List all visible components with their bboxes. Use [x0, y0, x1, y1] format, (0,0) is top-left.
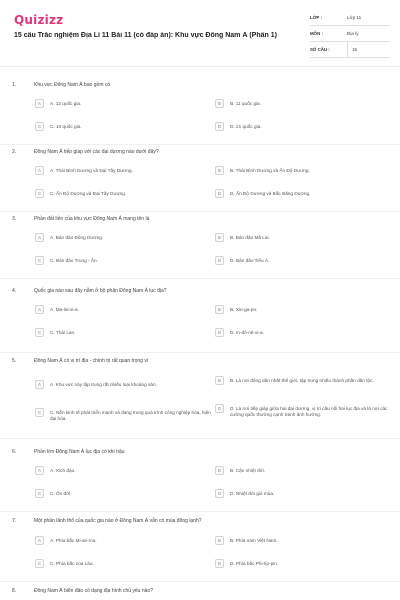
option-text: B. Là nơi đông dân nhất thế giới, tập trung nhiều thành phần dân tộc.: [230, 377, 374, 383]
question-divider: [0, 581, 400, 582]
option-d[interactable]: [215, 256, 395, 265]
question-number: 6.: [12, 449, 17, 455]
option-letter: B: [215, 305, 224, 314]
option-letter: D: [215, 122, 224, 131]
page-header: [0, 0, 400, 60]
option-letter: C: [35, 256, 44, 265]
option-text: C. Bán đảo Trung - Ấn.: [50, 257, 98, 263]
option-text: C. 10 quốc gia.: [50, 123, 82, 129]
option-b[interactable]: [215, 99, 395, 108]
option-text: C. Nền kinh tế phát triển mạnh và đang trong quá trình công nghiệp hóa, hiện đại hóa.: [50, 409, 211, 421]
option-text: C. Thái Lan.: [50, 329, 76, 335]
option-text: B. Bán đảo Mã Lai.: [230, 234, 270, 240]
option-letter: A: [35, 536, 44, 545]
option-letter: A: [35, 99, 44, 108]
meta-row-subject: [310, 26, 390, 42]
option-letter: D: [215, 489, 224, 498]
option-text: B. Phía nam Việt Nam.: [230, 537, 278, 543]
option-letter: D: [215, 328, 224, 337]
meta-value: Lớp 11: [347, 15, 362, 20]
option-a[interactable]: [35, 166, 215, 175]
option-b[interactable]: [215, 536, 395, 545]
option-d[interactable]: [215, 189, 395, 198]
question-number: 5.: [12, 358, 17, 364]
option-d[interactable]: [215, 559, 395, 568]
question-text: Phần đất liền của khu vực Đông Nam Á mang tên là: [34, 216, 150, 222]
option-letter: D: [215, 559, 224, 568]
option-letter: A: [35, 380, 44, 389]
option-letter: A: [35, 466, 44, 475]
option-text: C. Ấn Độ Dương và Đại Tây Dương.: [50, 190, 127, 196]
option-text: B. Xin-ga-po.: [230, 306, 258, 312]
question-divider: [0, 511, 400, 512]
option-text: B. Cận nhiệt đới.: [230, 467, 266, 473]
option-a[interactable]: [35, 466, 215, 475]
question-number: 7.: [12, 518, 17, 524]
option-a[interactable]: [35, 536, 215, 545]
question-text: Đông Nam Á có vị trí địa - chính trị rất quan trọng vì: [34, 358, 149, 364]
option-letter: B: [215, 99, 224, 108]
quizizz-logo: Quizizz: [14, 13, 64, 27]
question-number: 2.: [12, 149, 17, 155]
meta-row-count: [310, 42, 390, 58]
option-text: D. Ấn Độ Dương và Bắc Băng Dương.: [230, 190, 311, 196]
option-letter: D: [215, 404, 224, 413]
option-letter: C: [35, 328, 44, 337]
option-c[interactable]: [35, 559, 215, 568]
question-text: Một phần lãnh thổ của quốc gia nào ở Đông Nam Á vẫn có mùa đông lạnh?: [34, 518, 202, 524]
option-letter: A: [35, 166, 44, 175]
option-letter: D: [215, 256, 224, 265]
document-title: 15 câu Trắc nghiệm Địa Lí 11 Bài 11 (có đáp án): Khu vực Đông Nam Á (Phần 1): [14, 32, 277, 39]
option-c[interactable]: [35, 189, 215, 198]
option-letter: C: [35, 559, 44, 568]
option-text: A. 12 quốc gia.: [50, 100, 82, 106]
option-letter: C: [35, 408, 44, 417]
meta-label: LỚP :: [310, 15, 322, 20]
option-c[interactable]: [35, 328, 215, 337]
question-divider: [0, 211, 400, 212]
meta-value: 15: [347, 42, 357, 58]
option-c[interactable]: [35, 256, 215, 265]
option-a[interactable]: [35, 305, 215, 314]
option-d[interactable]: [215, 122, 395, 131]
option-c[interactable]: [35, 489, 215, 498]
option-text: A. Khu vực này tập trung rất nhiều loại khoáng sản.: [50, 381, 157, 387]
option-b[interactable]: [215, 233, 395, 242]
option-text: A. Bán đảo Đông Dương.: [50, 234, 104, 240]
option-text: A. Ma-lai-xi-a.: [50, 306, 79, 312]
option-text: A. Thái Bình Dương và Đại Tây Dương.: [50, 167, 133, 173]
question-text: Đông Nam Á tiếp giáp với các đại dương nào dưới đây?: [34, 149, 159, 155]
question-number: 8.: [12, 588, 17, 594]
option-text: C. Phía bắc của Lào.: [50, 560, 94, 566]
option-a[interactable]: [35, 99, 215, 108]
option-b[interactable]: [215, 166, 395, 175]
meta-table: [310, 10, 390, 58]
option-a[interactable]: [35, 380, 215, 389]
meta-label: MÔN :: [310, 31, 323, 36]
option-text: A. Xích đạo.: [50, 467, 76, 473]
option-d[interactable]: [215, 489, 395, 498]
option-letter: B: [215, 233, 224, 242]
question-text: Phần lớn Đông Nam Á lục địa có khí hậu: [34, 449, 125, 455]
option-b[interactable]: [215, 466, 395, 475]
option-text: D. Nhiệt đới gió mùa.: [230, 490, 275, 496]
option-text: B. Thái Bình Dương và Ấn Độ Dương.: [230, 167, 310, 173]
option-text: D. In-đô-nê-xi-a.: [230, 329, 264, 335]
option-letter: D: [215, 189, 224, 198]
question-number: 3.: [12, 216, 17, 222]
header-divider: [0, 66, 400, 67]
option-letter: B: [215, 466, 224, 475]
question-text: Quốc gia nào sau đây nằm ở bộ phận Đông Nam Á lục địa?: [34, 288, 167, 294]
option-letter: C: [35, 122, 44, 131]
option-letter: A: [35, 305, 44, 314]
question-divider: [0, 278, 400, 279]
option-b[interactable]: [215, 376, 395, 385]
meta-label: SỐ CÂU :: [310, 47, 330, 52]
option-text: A. Phía bắc Mi-an-ma.: [50, 537, 97, 543]
question-text: Khu vực Đông Nam Á bao gồm có: [34, 82, 111, 88]
option-c[interactable]: [35, 408, 215, 422]
meta-row-class: [310, 10, 390, 26]
meta-value: Địa lý: [347, 31, 359, 36]
option-text: C. Ôn đới.: [50, 490, 72, 496]
option-text: B. 11 quốc gia.: [230, 100, 261, 106]
option-d[interactable]: [215, 328, 395, 337]
option-letter: A: [35, 233, 44, 242]
option-b[interactable]: [215, 305, 395, 314]
question-divider: [0, 352, 400, 353]
option-a[interactable]: [35, 233, 215, 242]
question-number: 1.: [12, 82, 17, 88]
option-text: D. Bán đảo Tiểu Á.: [230, 257, 270, 263]
option-letter: C: [35, 189, 44, 198]
question-divider: [0, 144, 400, 145]
option-letter: B: [215, 536, 224, 545]
option-letter: B: [215, 166, 224, 175]
option-text: D. Phía bắc Phi-líp-pin.: [230, 560, 279, 566]
question-number: 4.: [12, 288, 17, 294]
option-text: D. 21 quốc gia.: [230, 123, 262, 129]
question-divider: [0, 438, 400, 439]
option-d[interactable]: [215, 404, 395, 418]
option-letter: C: [35, 489, 44, 498]
option-text: D. Là nơi tiếp giáp giữa hai đại dương, vị trí cầu nối hai lục địa và là nơi các cường quốc thường cạnh tranh ảnh hưởng.: [230, 405, 388, 417]
option-c[interactable]: [35, 122, 215, 131]
option-letter: B: [215, 376, 224, 385]
question-text: Đông Nam Á biển đảo có dạng địa hình chủ yếu nào?: [34, 588, 153, 594]
